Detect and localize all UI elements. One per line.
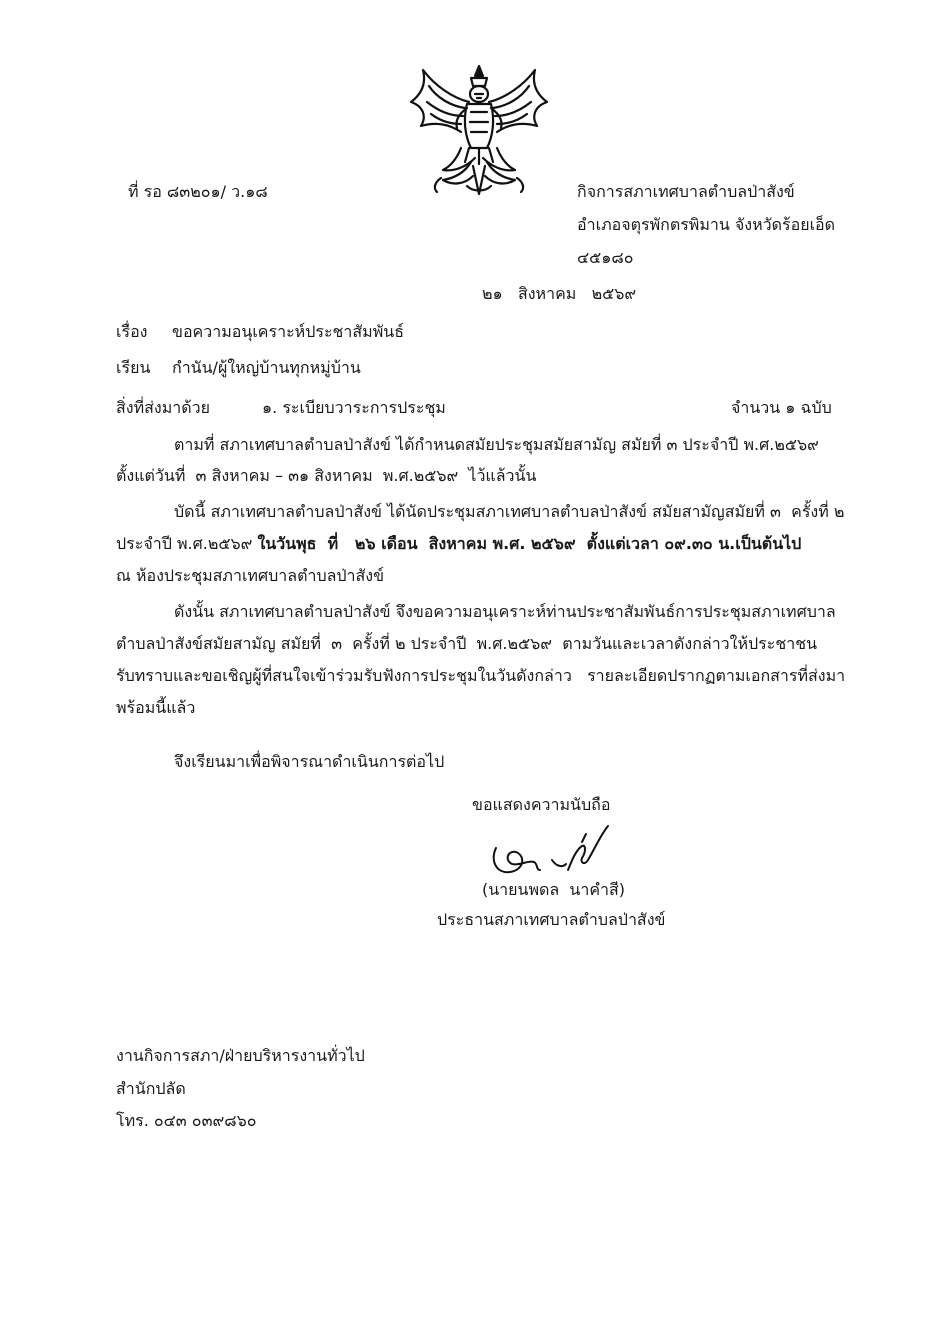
sender-office: กิจการสภาเทศบาลตำบลป่าสังข์ xyxy=(577,182,795,201)
enclosure-label: สิ่งที่ส่งมาด้วย xyxy=(116,398,210,417)
paragraph-2-line-3: ณ ห้องประชุมสภาเทศบาลตำบลป่าสังข์ xyxy=(116,566,385,585)
signatory-name: (นายนพดล นาคำสี) xyxy=(482,880,626,899)
closing-sentence: จึงเรียนมาเพื่อพิจารณาดำเนินการต่อไป xyxy=(174,752,445,771)
footer-department: งานกิจการสภา/ฝ่ายบริหารงานทั่วไป xyxy=(116,1046,365,1065)
recipient-label: เรียน xyxy=(116,358,151,377)
paragraph-3-line-1: ดังนั้น สภาเทศบาลตำบลป่าสังข์ จึงขอความอนุเคราะห์ท่านประชาสัมพันธ์การประชุมสภาเทศบาล xyxy=(174,602,836,621)
footer-office: สำนักปลัด xyxy=(116,1079,186,1098)
reference-number: ที่ รอ ๘๓๒๐๑/ ว.๑๘ xyxy=(128,182,268,201)
paragraph-1-line-2: ตั้งแต่วันที่ ๓ สิงหาคม – ๓๑ สิงหาคม พ.ศ.๒๕๖๙ ไว้แล้วนั้น xyxy=(116,466,537,485)
letter-date: ๒๑ สิงหาคม ๒๕๖๙ xyxy=(482,284,637,303)
paragraph-2-line-2-normal: ประจำปี พ.ศ.๒๕๖๙ xyxy=(116,534,258,553)
signatory-position: ประธานสภาเทศบาลตำบลป่าสังข์ xyxy=(437,910,666,929)
paragraph-2-line-1: บัดนี้ สภาเทศบาลตำบลป่าสังข์ ได้นัดประชุมสภาเทศบาลตำบลป่าสังข์ สมัยสามัญสมัยที่ ๓ ครั้งที่ ๒ xyxy=(174,502,845,521)
paragraph-3-line-2: ตำบลป่าสังข์สมัยสามัญ สมัยที่ ๓ ครั้งที่ ๒ ประจำปี พ.ศ.๒๕๖๙ ตามวันและเวลาดังกล่าวให้ประชาชน xyxy=(116,634,817,653)
paragraph-3-line-4: พร้อมนี้แล้ว xyxy=(116,698,196,717)
subject-text: ขอความอนุเคราะห์ประชาสัมพันธ์ xyxy=(172,322,404,341)
sender-address: อำเภอจตุรพักตรพิมาน จังหวัดร้อยเอ็ด xyxy=(577,215,836,234)
subject-label: เรื่อง xyxy=(116,322,148,341)
enclosure-item: ๑. ระเบียบวาระการประชุม xyxy=(262,398,446,417)
paragraph-3-line-3: รับทราบและขอเชิญผู้ที่สนใจเข้าร่วมรับฟังการประชุมในวันดังกล่าว รายละเอียดปรากฏตามเอกสารที่ส่งมา xyxy=(116,666,846,685)
footer-phone: โทร. ๐๔๓ ๐๓๙๘๖๐ xyxy=(116,1111,257,1130)
recipient-text: กำนัน/ผู้ใหญ่บ้านทุกหมู่บ้าน xyxy=(172,358,361,377)
paragraph-2-line-2 xyxy=(116,534,801,553)
meeting-date-time: ในวันพุธ ที่ ๒๖ เดือน สิงหาคม พ.ศ. ๒๕๖๙ ตั้งแต่เวลา ๐๙.๓๐ น.เป็นต้นไป xyxy=(257,534,802,553)
postal-code: ๔๕๑๘๐ xyxy=(577,248,634,267)
regards: ขอแสดงความนับถือ xyxy=(472,795,611,814)
garuda-emblem-icon xyxy=(405,62,553,198)
enclosure-count: จำนวน ๑ ฉบับ xyxy=(731,398,832,417)
paragraph-1-line-1: ตามที่ สภาเทศบาลตำบลป่าสังข์ ได้กำหนดสมัยประชุมสมัยสามัญ สมัยที่ ๓ ประจำปี พ.ศ.๒๕๖๙ xyxy=(174,435,819,454)
handwritten-signature xyxy=(482,820,622,882)
